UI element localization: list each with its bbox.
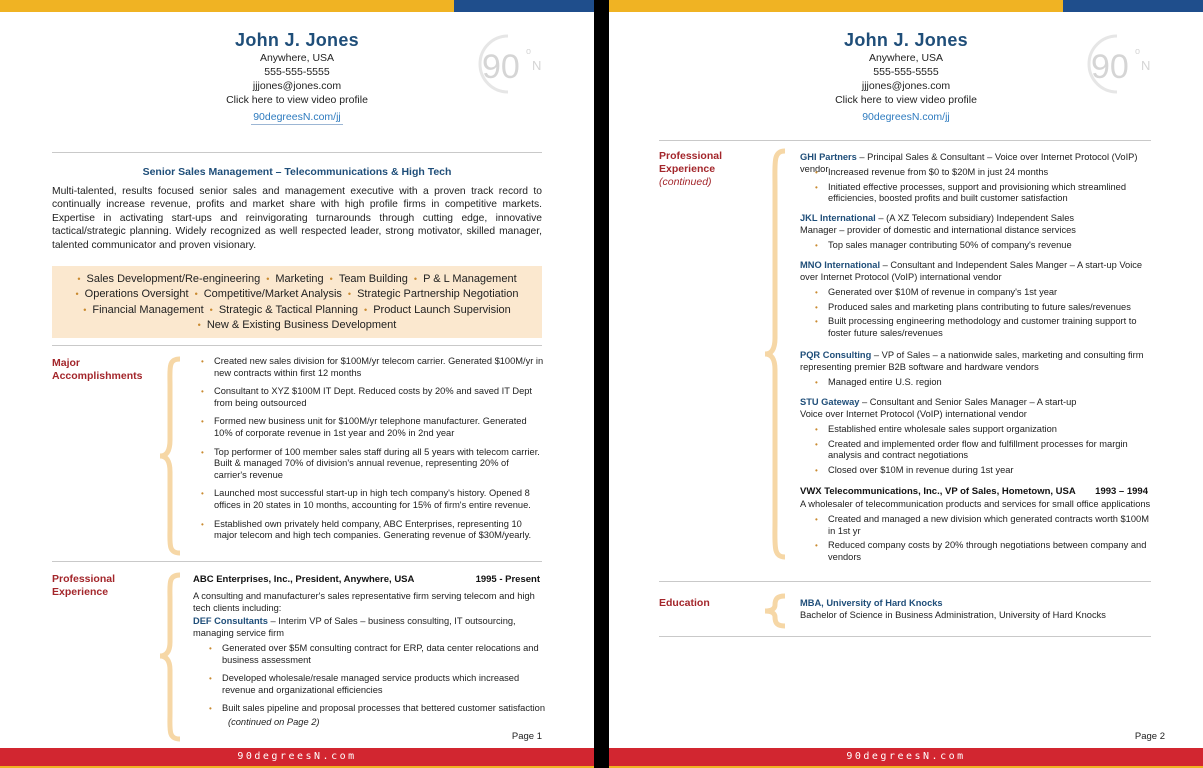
ghi-bullets xyxy=(802,167,1152,208)
headline: Senior Sales Management – Telecommunications & High Tech xyxy=(142,166,452,178)
brace-decoration xyxy=(156,572,186,742)
skill-item: Operations Oversight xyxy=(84,288,189,301)
list-item: • Produced sales and marketing plans contributing to future sales/revenues xyxy=(802,302,1152,314)
bullet-dot-icon: • xyxy=(197,319,201,330)
brace-decoration xyxy=(761,148,791,560)
list-item: • Consultant to XYZ $100M IT Dept. Reduced costs by 20% and saved IT Dept from being outsourced xyxy=(188,386,544,409)
skills-box xyxy=(52,266,542,338)
summary-paragraph: Multi-talented, results focused senior sales and management executive with a proven track record to continually increase revenue, profits and market share with high profile firms in competitive markets. Expertise in activating start-ups and reinvigorating turnarounds through cutting edge, innovative tactical/strategic planning. Widely recognized as well respected leader, strong motivator, skilled manager, talented communicator and proven visionary. xyxy=(52,186,542,251)
bullet-dot-icon: • xyxy=(266,274,270,284)
bullet-dot-icon: • xyxy=(77,274,81,284)
education-entry xyxy=(800,598,1152,621)
top-accent-bar-blue xyxy=(1063,0,1203,12)
svg-text:N: N xyxy=(1141,58,1151,73)
job-description: A wholesaler of telecommunication products and services for small office applications xyxy=(800,499,1151,509)
entry-stu-gateway: STU Gateway – Consultant and Senior Sales Manager – A start-up Voice over Internet Protocol (VoIP) international vendor xyxy=(800,397,1077,419)
section-label-education: Education xyxy=(659,597,710,609)
email-link[interactable]: jjjones@jones.com xyxy=(252,80,342,92)
svg-text:N: N xyxy=(532,58,542,73)
entry-ghi-partners: GHI Partners – Principal Sales & Consultant – Voice over Internet Protocol (VoIP) vendor xyxy=(800,152,1138,174)
skill-item: Product Launch Supervision xyxy=(373,303,511,316)
list-item: • Built processing engineering methodology and customer training support to foster future sales/revenues xyxy=(802,316,1152,339)
divider xyxy=(52,152,542,153)
job-dates: 1995 - Present xyxy=(475,574,540,585)
bullet-dot-icon: • xyxy=(83,304,87,315)
entry-mno-international: MNO International – Consultant and Independent Sales Manger – A start-up Voice over Internet Protocol (VoIP) international vendor xyxy=(800,260,1143,282)
page-number: Page 1 xyxy=(511,731,542,742)
job-description: A consulting and manufacturer's sales representative firm serving telecom and high tech clients including: xyxy=(193,591,535,613)
accomplishments-list xyxy=(188,356,544,549)
email-link[interactable]: jjjones@jones.com xyxy=(861,80,951,92)
list-item: • Developed wholesale/resale managed service products which increased revenue and organizational efficiencies xyxy=(196,673,546,696)
bullet-dot-icon: • xyxy=(75,289,79,300)
entry-def-consultants: DEF Consultants – Interim VP of Sales – business consulting, IT outsourcing, managing service firm xyxy=(193,616,516,638)
top-accent-bar-blue xyxy=(454,0,594,12)
skill-item: Financial Management xyxy=(92,303,204,316)
svg-text:90: 90 xyxy=(1091,48,1129,86)
bullet-dot-icon: • xyxy=(347,289,352,300)
svg-text:o: o xyxy=(526,46,532,56)
divider xyxy=(52,345,542,346)
list-item: • Launched most successful start-up in high tech company's history. Opened 8 offices in 20 states in 10 months, accounting for 15% of firm's entire revenue. xyxy=(188,488,544,511)
list-item: • Established own privately held company, ABC Enterprises, representing 10 major telecom and high tech companies. Generating revenue of $30M/yearly. xyxy=(188,519,544,542)
list-item: • Generated over $10M of revenue in company's 1st year xyxy=(802,287,1152,299)
list-item: • Top sales manager contributing 50% of company's revenue xyxy=(802,240,1152,252)
video-profile-link[interactable]: Click here to view video profile xyxy=(835,94,977,106)
list-item: • Managed entire U.S. region xyxy=(802,377,1152,389)
divider xyxy=(659,581,1151,582)
list-item: • Top performer of 100 member sales staff during all 5 years with telecom carrier. Built & managed 70% of division's annual revenue, representing 20% of carrier's revenue xyxy=(188,447,544,482)
stu-bullets xyxy=(802,424,1152,479)
skills-line xyxy=(52,303,542,318)
continued-note: (continued on Page 2) xyxy=(228,717,320,727)
degree-mba: MBA, University of Hard Knocks xyxy=(800,598,943,608)
skills-line xyxy=(52,272,542,287)
skill-item: New & Existing Business Development xyxy=(206,318,397,331)
skill-item: Competitive/Market Analysis xyxy=(203,288,342,301)
section-label-experience-continued: Professional Experience (continued) xyxy=(659,150,723,188)
skill-item: Sales Development/Re-engineering xyxy=(86,273,261,285)
skill-item: Strategic Partnership Negotiation xyxy=(357,288,519,301)
entry-pqr-consulting: PQR Consulting – VP of Sales – a nationwide sales, marketing and consulting firm representing premier B2B software and hardware vendors xyxy=(800,350,1144,372)
list-item: • Closed over $10M in revenue during 1st year xyxy=(802,465,1152,477)
candidate-name: John J. Jones xyxy=(844,30,968,50)
divider xyxy=(659,636,1151,637)
pqr-bullets xyxy=(802,377,1152,392)
list-item: • Created new sales division for $100M/yr telecom carrier. Generated $100M/yr in new contracts within first 12 months xyxy=(188,356,544,379)
job-dates: 1993 – 1994 xyxy=(1095,486,1148,497)
skills-line xyxy=(52,287,542,302)
degree-bs: Bachelor of Science in Business Administration, University of Hard Knocks xyxy=(800,609,1106,620)
resume-page-2 xyxy=(609,0,1203,768)
list-item: • Established entire wholesale sales support organization xyxy=(802,424,1152,436)
90-degrees-n-logo xyxy=(1077,32,1162,94)
phone: 555-555-5555 xyxy=(264,66,330,78)
location: Anywhere, USA xyxy=(259,52,335,64)
section-label-experience: Professional Experience xyxy=(52,573,116,598)
skill-item: Marketing xyxy=(275,273,324,285)
mno-bullets xyxy=(802,287,1152,342)
job-title-vwx: VWX Telecommunications, Inc., VP of Sales, Hometown, USA 1993 – 1994 xyxy=(800,486,1148,497)
logo-text: 90 xyxy=(482,48,520,86)
list-item: • Increased revenue from $0 to $20M in just 24 months xyxy=(802,167,1152,179)
list-item: • Created and managed a new division which generated contracts worth $100M in 1st yr xyxy=(802,514,1152,537)
list-item: • Formed new business unit for $100M/yr telephone manufacturer. Generated 10% of corporate revenue in 1st year and 20% in 2nd year xyxy=(188,416,544,439)
list-item: • Created and implemented order flow and fulfillment processes for margin analysis and contract negotiations xyxy=(802,439,1152,462)
phone: 555-555-5555 xyxy=(873,66,939,78)
resume-page-1 xyxy=(0,0,594,768)
bullet-dot-icon: • xyxy=(413,274,418,284)
list-item: • Built sales pipeline and proposal processes that bettered customer satisfaction xyxy=(196,703,546,715)
def-bullets xyxy=(196,643,546,722)
skill-item: Strategic & Tactical Planning xyxy=(218,303,359,316)
page-number: Page 2 xyxy=(1134,731,1165,742)
footer-bar: 90degreesN.com xyxy=(0,748,594,766)
skill-item: Team Building xyxy=(338,273,408,285)
website-link[interactable]: 90degreesN.com/jj xyxy=(862,111,950,123)
job-title-abc: ABC Enterprises, Inc., President, Anywhere, USA 1995 - Present xyxy=(193,574,540,585)
location: Anywhere, USA xyxy=(868,52,944,64)
90-degrees-n-logo xyxy=(468,32,553,94)
bullet-dot-icon: • xyxy=(364,304,368,315)
divider xyxy=(52,561,542,562)
section-label-accomplishments: Major Accomplishments xyxy=(52,357,143,382)
list-item: • Reduced company costs by 20% through negotiations between company and vendors xyxy=(802,540,1152,563)
vwx-bullets xyxy=(802,514,1152,566)
video-profile-link[interactable]: Click here to view video profile xyxy=(226,94,368,106)
list-item: • Initiated effective processes, support and provisioning which streamlined efficiencies, boosted profits and built customer satisfaction xyxy=(802,182,1152,205)
entry-jkl-international: JKL International – (A XZ Telecom subsidiary) Independent Sales Manager – provider of domestic and international distance services xyxy=(800,213,1076,235)
candidate-name: John J. Jones xyxy=(235,30,359,50)
brace-decoration xyxy=(156,356,186,556)
divider xyxy=(659,140,1151,141)
website-link[interactable]: 90degreesN.com/jj xyxy=(253,111,341,123)
skill-item: P & L Management xyxy=(423,273,517,285)
skills-line xyxy=(52,318,542,333)
footer-bar: 90degreesN.com xyxy=(609,748,1203,766)
bullet-dot-icon: • xyxy=(194,289,198,300)
bullet-dot-icon: • xyxy=(329,274,333,284)
bullet-dot-icon: • xyxy=(209,304,213,315)
list-item: • Generated over $5M consulting contract for ERP, data center relocations and business assessment xyxy=(196,643,546,666)
svg-text:o: o xyxy=(1135,46,1141,56)
brace-decoration xyxy=(761,593,791,629)
jkl-bullets xyxy=(802,240,1152,255)
